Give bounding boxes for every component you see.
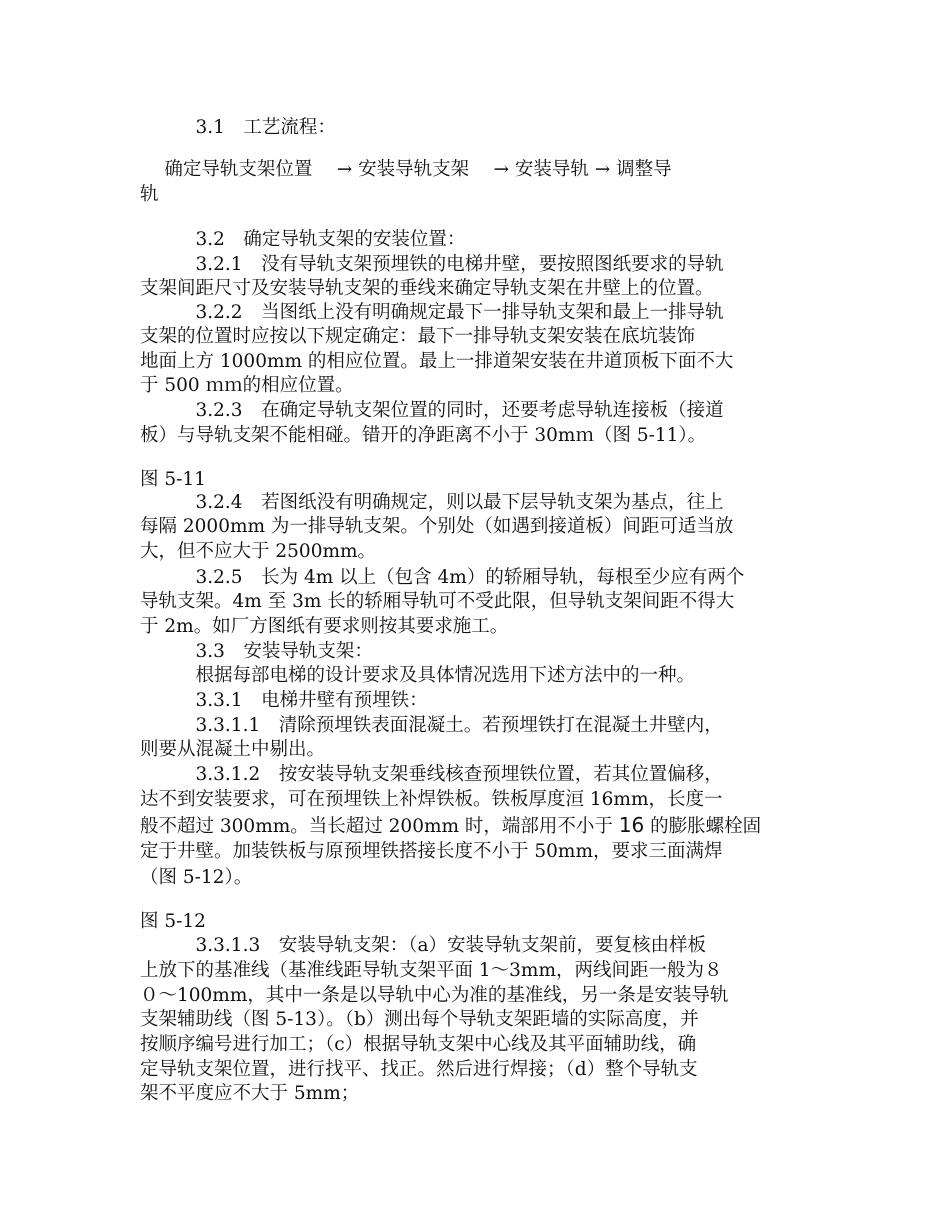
- section-3-2-heading: 3.2 确定导轨支架的安装位置：: [140, 229, 466, 250]
- paragraph-line: 定导轨支架位置，进行找平、找正。然后进行焊接；（d）整个导轨支: [140, 1059, 698, 1080]
- paragraph-line: 支架的位置时应按以下规定确定：最下一排导轨支架安装在底坑装饰: [140, 326, 696, 347]
- paragraph-line: 板）与导轨支架不能相碰。错开的净距离不小于 30mｍ（图 5-11）。: [140, 425, 707, 446]
- paragraph-line: 根据每部电梯的设计要求及具体情况选用下述方法中的一种。: [140, 665, 696, 686]
- section-3-3-1-heading: 3.3.1 电梯井壁有预埋铁：: [140, 690, 428, 711]
- section-3-1-heading: 3.1 工艺流程：: [140, 117, 336, 138]
- line-text: 般不超过 300mm。当长超过 200mm 时，端部用不小于: [140, 816, 619, 837]
- process-flow-line: 确定导轨支架位置 → 安装导轨支架 → 安装导轨 → 调整导: [140, 159, 672, 180]
- paragraph-line: 于 2m。如厂方图纸有要求则按其要求施工。: [140, 616, 509, 637]
- paragraph-line: 每隔 2000mm 为一排导轨支架。个别处（如遇到接道板）间距可适当放: [140, 516, 734, 537]
- paragraph-line: [140, 813, 810, 839]
- paragraph-line: 3.3.1.1 清除预埋铁表面混凝土。若预埋铁打在混凝土井壁内，: [140, 715, 723, 736]
- paragraph-line: ０～100mm，其中一条是以导轨中心为准的基准线，另一条是安装导轨: [140, 985, 729, 1006]
- paragraph-line: 3.2.5 长为 4m 以上（包含 4m）的轿厢导轨，每根至少应有两个: [140, 567, 745, 588]
- paragraph-line: （图 5-12）。: [140, 867, 253, 888]
- paragraph-line: 架不平度应不大于 5mm；: [140, 1083, 360, 1104]
- paragraph-line: 3.2.3 在确定导轨支架位置的同时，还要考虑导轨连接板（接道: [140, 400, 724, 421]
- paragraph-line: 地面上方 1000mm 的相应位置。最上一排道架安装在井道顶板下面不大: [140, 351, 734, 372]
- paragraph-line: 3.3.1.2 按安装导轨支架垂线核查预埋铁位置，若其位置偏移，: [140, 764, 723, 785]
- paragraph-line: 按顺序编号进行加工；（c）根据导轨支架中心线及其平面辅助线，确: [140, 1034, 697, 1055]
- paragraph-line: 导轨支架。4m 至 3m 长的轿厢导轨可不受此限，但导轨支架间距不得大: [140, 591, 735, 612]
- process-flow-line-cont: 轨: [140, 184, 159, 205]
- paragraph-line: 上放下的基准线（基准线距导轨支架平面 1～3mm，两线间距一般为８: [140, 960, 723, 981]
- paragraph-line: 支架辅助线（图 5-13）。（b）测出每个导轨支架距墙的实际高度，并: [140, 1009, 699, 1030]
- paragraph-line: 3.2.4 若图纸没有明确规定，则以最下层导轨支架为基点，往上: [140, 492, 724, 513]
- paragraph-line: 3.2.1 没有导轨支架预埋铁的电梯井壁，要按照图纸要求的导轨: [140, 254, 724, 275]
- paragraph-line: 支架间距尺寸及安装导轨支架的垂线来确定导轨支架在井壁上的位置。: [140, 278, 714, 299]
- section-3-3-heading: 3.3 安装导轨支架：: [140, 641, 373, 662]
- figure-caption: 图 5-12: [140, 911, 206, 932]
- paragraph-line: 3.3.1.3 安装导轨支架：（a）安装导轨支架前，要复核由样板: [140, 935, 707, 956]
- paragraph-line: 于 500 ｍｍ的相应位置。: [140, 375, 354, 396]
- paragraph-line: 达不到安装要求，可在预埋铁上补焊铁板。铁板厚度洹 16mm，长度一: [140, 789, 723, 810]
- line-text-large: 16: [618, 813, 645, 837]
- paragraph-line: 大，但不应大于 2500mm。: [140, 541, 377, 562]
- paragraph-line: 3.2.2 当图纸上没有明确规定最下一排导轨支架和最上一排导轨: [140, 302, 724, 323]
- figure-caption: 图 5-11: [140, 469, 206, 490]
- paragraph-line: 则要从混凝土中剔出。: [140, 739, 326, 760]
- line-text: 的膨胀螺栓固: [644, 816, 762, 837]
- paragraph-line: 定于井壁。加装铁板与原预埋铁搭接长度不小于 50mm，要求三面满焊: [140, 841, 723, 862]
